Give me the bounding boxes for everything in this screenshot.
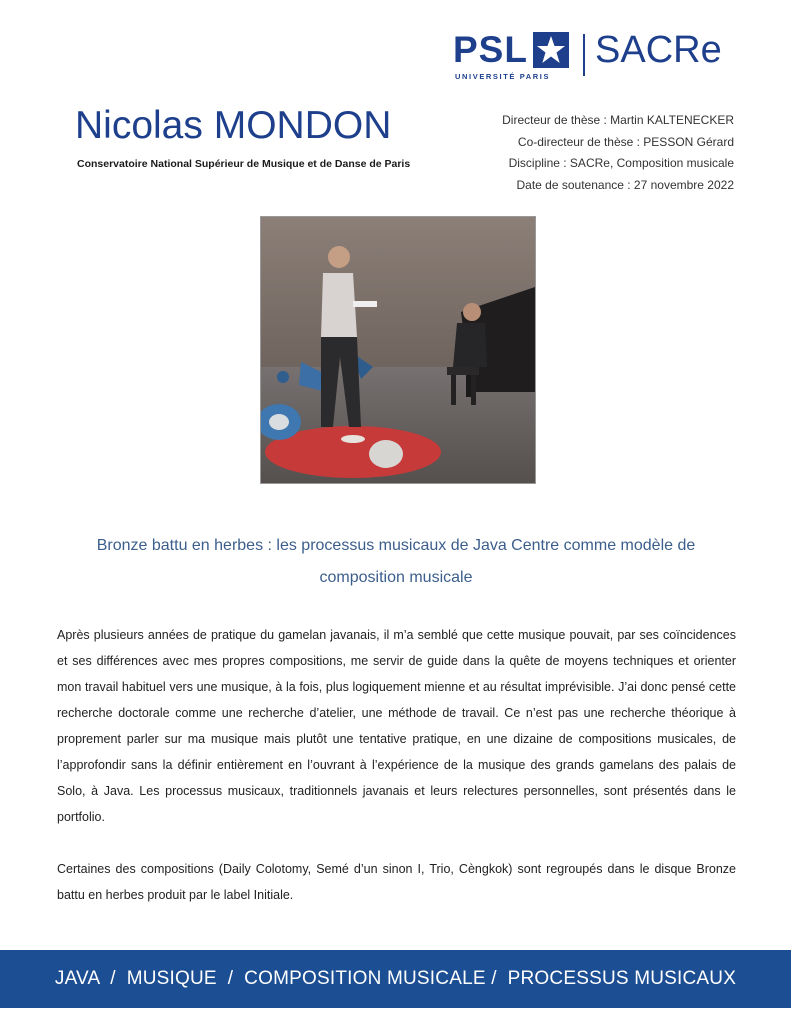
defense-date: Date de soutenance : 27 novembre 2022 <box>516 177 734 192</box>
thesis-discipline: Discipline : SACRe, Composition musicale <box>508 156 734 170</box>
star-icon <box>533 32 569 68</box>
thesis-director: Directeur de thèse : Martin KALTENECKER <box>502 113 734 127</box>
psl-subtitle: UNIVERSITÉ PARIS <box>455 72 551 81</box>
institution: Conservatoire National Supérieur de Musique et de Danse de Paris <box>77 158 411 170</box>
psl-logo-text: PSL <box>453 29 528 70</box>
thesis-metadata <box>502 110 734 196</box>
abstract-paragraph-2: Certaines des compositions (Daily Colotomy, Semé d’un sinon I, Trio, Cèngkok) sont regroupés dans le disque Bronze battu en herbes produit par le label Initiale. <box>57 862 736 902</box>
keywords-footer <box>0 950 791 1008</box>
logo-divider <box>583 34 585 76</box>
abstract-paragraph-1: Après plusieurs années de pratique du gamelan javanais, il m’a semblé que cette musique pouvait, par ses coïncidences et ses différences avec mes propres compositions, me servir de guide dans la quête de moyens techniques et orienter mon travail habituel vers une musique, à la fois, plus logiquement mienne et au résultat imprévisible. J’ai donc pensé cette recherche doctorale comme une recherche d’atelier, une méthode de travail. Ce n’est pas une recherche théorique à proprement parler sur ma musique mais plutôt une tentative pratique, en une dizaine de compositions musicales, de l’approfondir sans la définir entièrement en l’ouvrant à l’expérience de la musique des grands gamelans des palais de Solo, à Java. Les processus musicaux, traditionnels javanais et leurs relectures personnelles, sont présentés dans le portfolio. <box>57 628 736 824</box>
sacre-logo-text: SACRe <box>595 29 722 71</box>
author-name: Nicolas MONDON <box>75 104 392 147</box>
thesis-co-director: Co-directeur de thèse : PESSON Gérard <box>517 134 734 149</box>
keywords-text: JAVA / MUSIQUE / COMPOSITION MUSICALE / PROCESSUS MUSICAUX <box>54 968 737 989</box>
thesis-title: Bronze battu en herbes : les processus musicaux de Java Centre comme modèle de composition musicale <box>96 537 696 586</box>
performance-photo <box>260 216 536 484</box>
